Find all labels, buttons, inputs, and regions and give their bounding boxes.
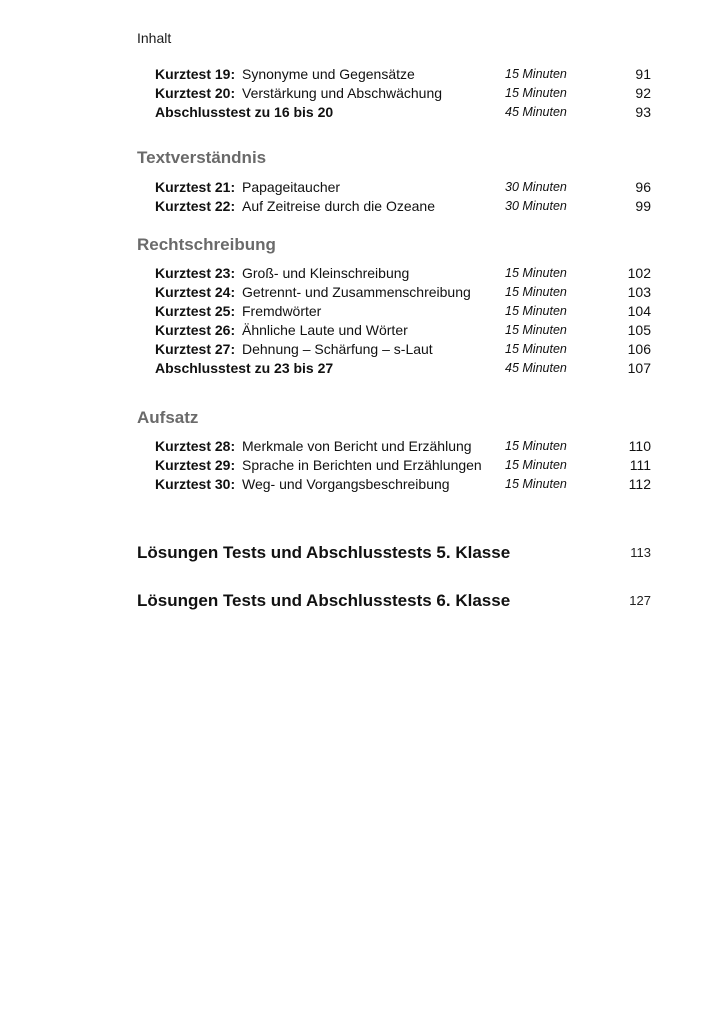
entry-title: Auf Zeitreise durch die Ozeane: [242, 198, 435, 214]
entry-label: Abschlusstest zu 23 bis 27: [155, 360, 334, 376]
toc-entry[interactable]: [0, 302, 721, 321]
entry-duration: 15 Minuten: [505, 304, 567, 318]
entry-title: Merkmale von Bericht und Erzählung: [242, 438, 472, 454]
entry-duration: 15 Minuten: [505, 86, 567, 100]
toc-entry[interactable]: [0, 197, 721, 216]
entry-page-number: 93: [635, 104, 651, 120]
entry-label: Kurztest 28:: [155, 438, 236, 454]
toc-entry[interactable]: [0, 283, 721, 302]
solutions-title: Lösungen Tests und Abschlusstests 6. Klasse: [137, 591, 511, 610]
toc-entry[interactable]: [0, 264, 721, 283]
toc-entry[interactable]: [0, 437, 721, 456]
entry-duration: 45 Minuten: [505, 105, 567, 119]
section-heading-textverstaendnis: Textverständnis: [137, 148, 267, 167]
entry-duration: 15 Minuten: [505, 458, 567, 472]
entry-label: Abschlusstest zu 16 bis 20: [155, 104, 334, 120]
section-heading-rechtschreibung: Rechtschreibung: [137, 235, 276, 254]
entry-page-number: 91: [635, 66, 651, 82]
toc-entry[interactable]: [0, 340, 721, 359]
toc-entry[interactable]: [0, 103, 721, 122]
toc-entry[interactable]: [0, 359, 721, 378]
toc-entry[interactable]: [0, 84, 721, 103]
solutions-title: Lösungen Tests und Abschlusstests 5. Klasse: [137, 543, 511, 562]
entry-page-number: 106: [627, 341, 651, 357]
entry-title: Getrennt- und Zusammenschreibung: [242, 284, 471, 300]
toc-entry[interactable]: [0, 475, 721, 494]
entry-label: Kurztest 26:: [155, 322, 236, 338]
solutions-page-number: 113: [630, 545, 651, 560]
entry-title: Dehnung – Schärfung – s-Laut: [242, 341, 433, 357]
entry-page-number: 104: [627, 303, 651, 319]
entry-page-number: 107: [627, 360, 651, 376]
entry-page-number: 103: [627, 284, 651, 300]
toc-entry-solutions-5[interactable]: [0, 541, 721, 565]
solutions-page-number: 127: [629, 593, 651, 608]
entry-title: Verstärkung und Abschwächung: [242, 85, 443, 101]
toc-entry[interactable]: [0, 65, 721, 84]
entry-page-number: 105: [627, 322, 651, 338]
entry-title: Synonyme und Gegensätze: [242, 66, 415, 82]
entry-duration: 15 Minuten: [505, 67, 567, 81]
toc-entry[interactable]: [0, 321, 721, 340]
toc-entry[interactable]: [0, 456, 721, 475]
entry-page-number: 111: [629, 457, 651, 473]
toc-entry-solutions-6[interactable]: [0, 589, 721, 613]
entry-label: Kurztest 25:: [155, 303, 236, 319]
page-header-title: Inhalt: [137, 30, 172, 46]
entry-duration: 15 Minuten: [505, 477, 567, 491]
entry-page-number: 102: [627, 265, 651, 281]
toc-entry[interactable]: [0, 178, 721, 197]
entry-duration: 30 Minuten: [505, 199, 567, 213]
entry-duration: 15 Minuten: [505, 439, 567, 453]
entry-page-number: 92: [635, 85, 651, 101]
entry-label: Kurztest 19:: [155, 66, 236, 82]
entry-label: Kurztest 21:: [155, 179, 236, 195]
section-heading-aufsatz: Aufsatz: [137, 408, 199, 427]
entry-label: Kurztest 29:: [155, 457, 236, 473]
entry-duration: 15 Minuten: [505, 342, 567, 356]
entry-label: Kurztest 27:: [155, 341, 236, 357]
entry-label: Kurztest 23:: [155, 265, 236, 281]
entry-page-number: 96: [635, 179, 651, 195]
entry-label: Kurztest 20:: [155, 85, 236, 101]
entry-duration: 15 Minuten: [505, 266, 567, 280]
entry-page-number: 112: [628, 476, 651, 492]
entry-duration: 15 Minuten: [505, 285, 567, 299]
entry-duration: 15 Minuten: [505, 323, 567, 337]
entry-title: Fremdwörter: [242, 303, 322, 319]
entry-page-number: 99: [635, 198, 651, 214]
entry-label: Kurztest 24:: [155, 284, 236, 300]
entry-title: Weg- und Vorgangsbeschreibung: [242, 476, 450, 492]
entry-title: Ähnliche Laute und Wörter: [242, 322, 408, 338]
entry-page-number: 110: [628, 438, 651, 454]
entry-duration: 30 Minuten: [505, 180, 567, 194]
entry-title: Papageitaucher: [242, 179, 341, 195]
entry-label: Kurztest 22:: [155, 198, 236, 214]
entry-duration: 45 Minuten: [505, 361, 567, 375]
entry-title: Groß- und Kleinschreibung: [242, 265, 410, 281]
entry-title: Sprache in Berichten und Erzählungen: [242, 457, 482, 473]
entry-label: Kurztest 30:: [155, 476, 236, 492]
